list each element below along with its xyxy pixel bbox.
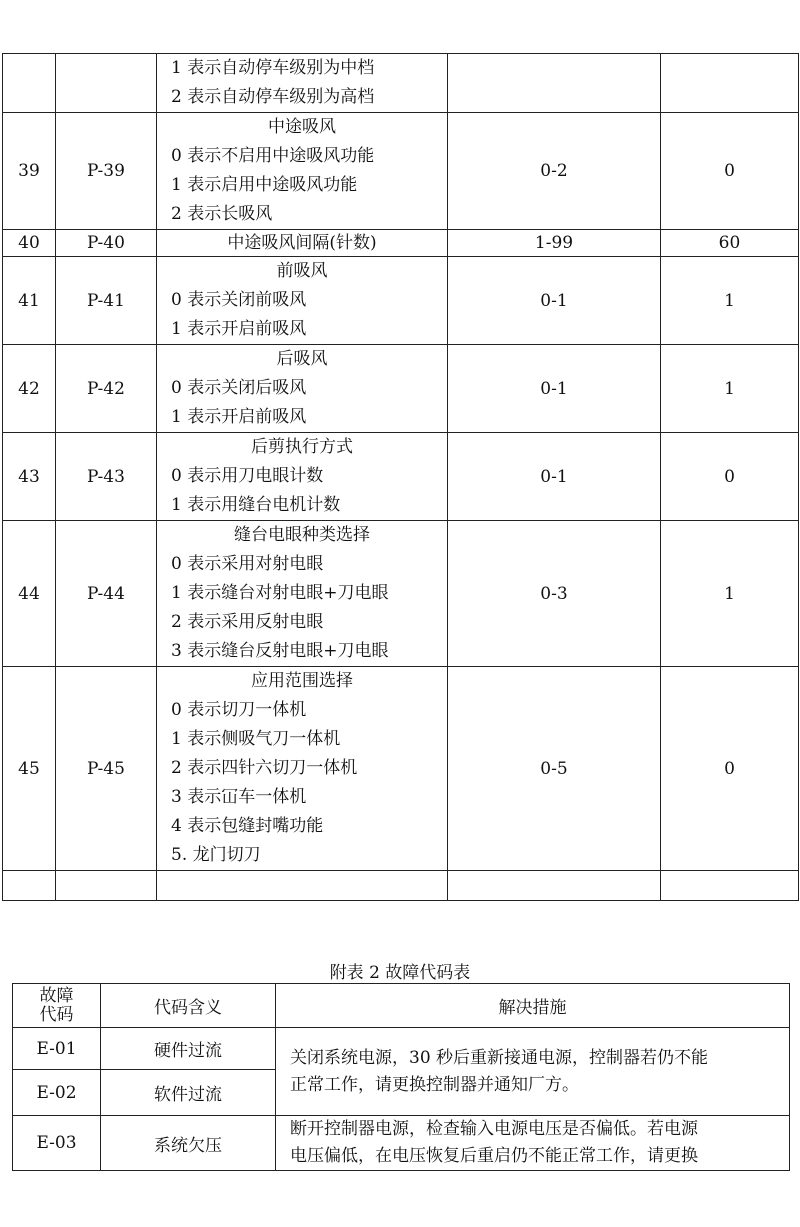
param-code: P-41 <box>56 257 157 345</box>
header-fault-code-line2: 代码 <box>39 1004 74 1025</box>
param-description <box>157 871 448 901</box>
fault-row <box>13 1028 790 1070</box>
parameter-table-body <box>3 54 799 901</box>
param-option-line: 1 表示用缝台电机计数 <box>171 495 341 515</box>
param-option-line: 1 表示开启前吸风 <box>171 407 307 427</box>
param-number: 44 <box>3 521 56 667</box>
param-number: 42 <box>3 345 56 433</box>
param-number: 45 <box>3 667 56 871</box>
param-option-line: 4 表示包缝封嘴功能 <box>171 816 324 836</box>
param-description <box>157 433 448 521</box>
param-code: P-39 <box>56 113 157 230</box>
param-option-line: 2 表示长吸风 <box>171 204 273 224</box>
param-range: 0-5 <box>448 667 661 871</box>
param-range <box>448 871 661 901</box>
param-description <box>157 345 448 433</box>
param-title: 应用范围选择 <box>251 671 353 691</box>
param-number: 43 <box>3 433 56 521</box>
param-number <box>3 871 56 901</box>
param-code <box>56 54 157 113</box>
param-description <box>157 54 448 113</box>
param-range <box>448 54 661 113</box>
fault-table-caption: 附表 2 故障代码表 <box>329 963 471 983</box>
param-range: 1-99 <box>448 230 661 257</box>
param-code <box>56 871 157 901</box>
param-option-line: 0 表示采用对射电眼 <box>171 554 324 574</box>
param-option-line: 0 表示不启用中途吸风功能 <box>171 146 375 166</box>
fault-code: E-02 <box>13 1070 101 1116</box>
param-option-line: 1 表示侧吸气刀一体机 <box>171 729 341 749</box>
param-option-line: 0 表示关闭后吸风 <box>171 378 307 398</box>
param-code: P-43 <box>56 433 157 521</box>
parameter-row <box>3 667 799 871</box>
param-default <box>661 54 799 113</box>
param-code: P-42 <box>56 345 157 433</box>
param-option-line: 0 表示关闭前吸风 <box>171 290 307 310</box>
param-option-line: 3 表示缝台反射电眼+刀电眼 <box>171 641 389 661</box>
parameter-row <box>3 345 799 433</box>
param-range: 0-1 <box>448 257 661 345</box>
param-description <box>157 521 448 667</box>
fault-code: E-01 <box>13 1028 101 1070</box>
parameter-row <box>3 230 799 257</box>
param-number: 41 <box>3 257 56 345</box>
param-range: 0-2 <box>448 113 661 230</box>
param-default: 1 <box>661 345 799 433</box>
param-option-line: 1 表示缝台对射电眼+刀电眼 <box>171 583 389 603</box>
param-code: P-44 <box>56 521 157 667</box>
parameter-row <box>3 871 799 901</box>
param-number: 39 <box>3 113 56 230</box>
param-option-line: 2 表示自动停车级别为高档 <box>171 87 375 107</box>
fault-header-row <box>13 984 790 1028</box>
fault-solution <box>276 1028 790 1116</box>
param-code: P-45 <box>56 667 157 871</box>
fault-solution-line: 电压偏低，在电压恢复后重启仍不能正常工作，请更换 <box>290 1146 698 1166</box>
param-description <box>157 230 448 257</box>
fault-code: E-03 <box>13 1116 101 1171</box>
fault-meaning: 软件过流 <box>101 1070 276 1116</box>
fault-meaning: 系统欠压 <box>101 1116 276 1171</box>
param-option-line: 2 表示四针六切刀一体机 <box>171 758 358 778</box>
param-default: 0 <box>661 113 799 230</box>
param-option-line: 5. 龙门切刀 <box>171 845 261 865</box>
parameter-row <box>3 521 799 667</box>
param-option-line: 1 表示开启前吸风 <box>171 319 307 339</box>
parameter-table <box>2 53 799 901</box>
param-option-line: 1 表示自动停车级别为中档 <box>171 58 375 78</box>
fault-solution-line: 断开控制器电源，检查输入电源电压是否偏低。若电源 <box>290 1119 698 1139</box>
param-range: 0-1 <box>448 345 661 433</box>
param-default <box>661 871 799 901</box>
param-title: 缝台电眼种类选择 <box>234 525 370 545</box>
param-default: 1 <box>661 257 799 345</box>
param-default: 0 <box>661 433 799 521</box>
param-default: 60 <box>661 230 799 257</box>
parameter-row <box>3 433 799 521</box>
param-default: 0 <box>661 667 799 871</box>
param-default: 1 <box>661 521 799 667</box>
header-meaning: 代码含义 <box>101 984 276 1028</box>
param-range: 0-3 <box>448 521 661 667</box>
header-fault-code-line1: 故障 <box>39 985 74 1006</box>
param-description <box>157 257 448 345</box>
fault-meaning: 硬件过流 <box>101 1028 276 1070</box>
param-option-line: 3 表示冚车一体机 <box>171 787 307 807</box>
parameter-row <box>3 54 799 113</box>
param-option-line: 0 表示切刀一体机 <box>171 700 307 720</box>
param-title: 前吸风 <box>276 261 328 281</box>
header-solution: 解决措施 <box>276 984 790 1028</box>
param-number: 40 <box>3 230 56 257</box>
parameter-row <box>3 113 799 230</box>
fault-code-table <box>12 983 790 1171</box>
param-description <box>157 667 448 871</box>
param-option-line: 1 表示启用中途吸风功能 <box>171 175 358 195</box>
fault-solution <box>276 1116 790 1171</box>
parameter-row <box>3 257 799 345</box>
param-range: 0-1 <box>448 433 661 521</box>
param-number <box>3 54 56 113</box>
param-title: 后吸风 <box>276 349 328 369</box>
param-title: 后剪执行方式 <box>251 437 353 457</box>
param-description <box>157 113 448 230</box>
header-fault-code <box>13 984 101 1028</box>
param-option-line: 2 表示采用反射电眼 <box>171 612 324 632</box>
param-option-line: 0 表示用刀电眼计数 <box>171 466 324 486</box>
fault-row <box>13 1116 790 1171</box>
fault-solution-line: 关闭系统电源，30 秒后重新接通电源，控制器若仍不能 <box>290 1047 709 1068</box>
param-title: 中途吸风 <box>268 117 336 137</box>
param-title: 中途吸风间隔(针数) <box>227 233 377 253</box>
fault-solution-line: 正常工作，请更换控制器并通知厂方。 <box>290 1074 579 1095</box>
param-code: P-40 <box>56 230 157 257</box>
